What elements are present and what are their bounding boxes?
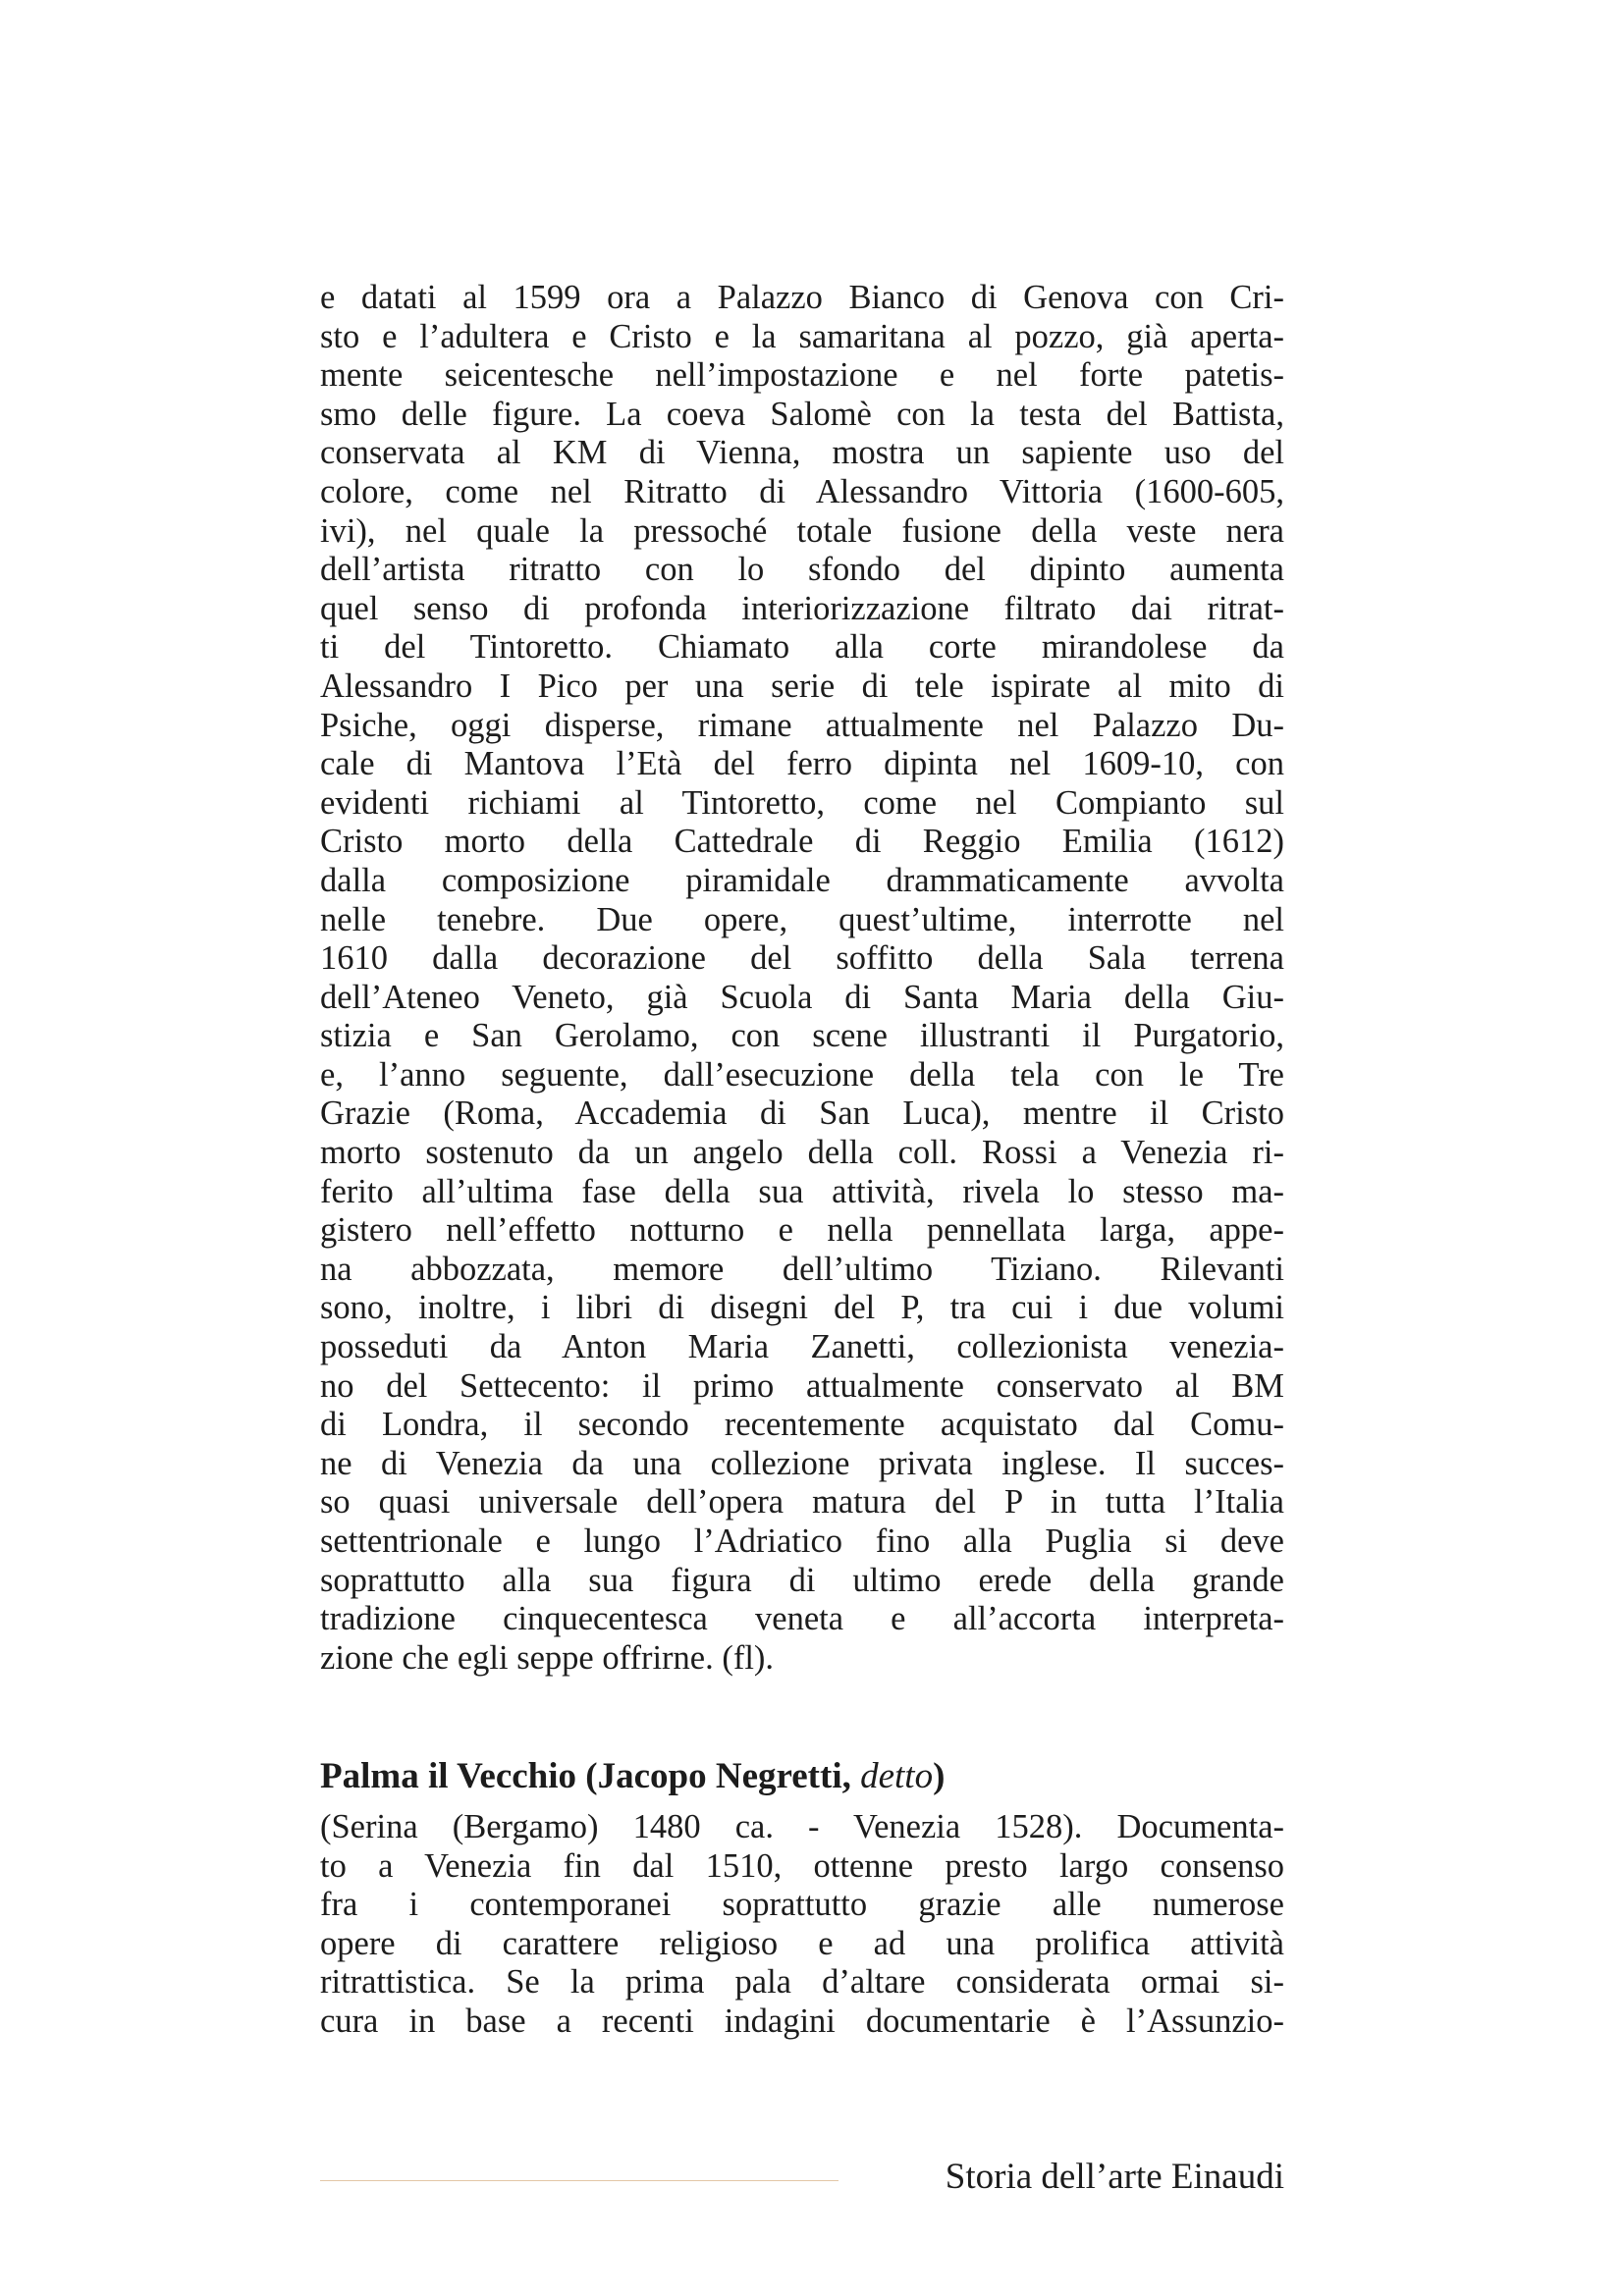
body-text — [320, 279, 1284, 1678]
text-line: e datati al 1599 ora a Palazzo Bianco di Genova con Cri- — [320, 279, 1284, 316]
text-line: sono, inoltre, i libri di disegni del P, tra cui i due volumi — [320, 1289, 1284, 1327]
text-line: morto sostenuto da un angelo della coll. Rossi a Venezia ri- — [320, 1134, 1284, 1172]
text-line: dell’artista ritratto con lo sfondo del dipinto aumenta — [320, 551, 1284, 589]
text-line: sto e l’adultera e Cristo e la samaritana al pozzo, già aperta- — [320, 317, 1284, 355]
text-line: no del Settecento: il primo attualmente conservato al BM — [320, 1366, 1284, 1405]
text-line: smo delle figure. La coeva Salomè con la testa del Battista, — [320, 395, 1284, 433]
text-line: ritrattistica. Se la prima pala d’altare considerata ormai si- — [320, 1963, 1284, 2002]
text-line: cale di Mantova l’Età del ferro dipinta nel 1609-10, con — [320, 745, 1284, 783]
text-line: tradizione cinquecentesca veneta e all’accorta interpreta- — [320, 1600, 1284, 1638]
entry-heading — [320, 1755, 1284, 1798]
text-line: dalla composizione piramidale drammaticamente avvolta — [320, 861, 1284, 899]
text-line: evidenti richiami al Tintoretto, come nel Compianto sul — [320, 783, 1284, 822]
entry-heading-close: ) — [933, 1756, 946, 1796]
text-line: fra i contemporanei soprattutto grazie alle numerose — [320, 1886, 1284, 1924]
text-line: ti del Tintoretto. Chiamato alla corte mirandolese da — [320, 628, 1284, 667]
text-line: settentrionale e lungo l’Adriatico fino alla Puglia si deve — [320, 1522, 1284, 1560]
text-line: soprattutto alla sua figura di ultimo erede della grande — [320, 1561, 1284, 1599]
text-line: stizia e San Gerolamo, con scene illustranti il Purgatorio, — [320, 1017, 1284, 1055]
text-line: conservata al KM di Vienna, mostra un sapiente uso del — [320, 434, 1284, 472]
text-line: Psiche, oggi disperse, rimane attualmente nel Palazzo Du- — [320, 706, 1284, 744]
text-line: ferito all’ultima fase della sua attività, rivela lo stesso ma- — [320, 1172, 1284, 1210]
text-line: cura in base a recenti indagini documentarie è l’Assunzio- — [320, 2002, 1284, 2040]
text-line: mente seicentesche nell’impostazione e nel forte patetis- — [320, 356, 1284, 395]
footer-title: Storia dell’arte Einaudi — [945, 2157, 1284, 2197]
entry-heading-main: Palma il Vecchio (Jacopo Negretti, — [320, 1756, 861, 1796]
text-line: e, l’anno seguente, dall’esecuzione della tela con le Tre — [320, 1055, 1284, 1094]
text-line: dell’Ateneo Veneto, già Scuola di Santa Maria della Giu- — [320, 978, 1284, 1016]
text-line: zione che egli seppe offrirne. (fl). — [320, 1638, 775, 1677]
text-line: quel senso di profonda interiorizzazione filtrato dai ritrat- — [320, 589, 1284, 627]
entry-text — [320, 1808, 1284, 2042]
text-line: so quasi universale dell’opera matura del P in tutta l’Italia — [320, 1483, 1284, 1522]
text-line: (Serina (Bergamo) 1480 ca. - Venezia 1528). Documenta- — [320, 1808, 1284, 1845]
entry-heading-italic: detto — [860, 1756, 934, 1796]
text-line: Grazie (Roma, Accademia di San Luca), mentre il Cristo — [320, 1095, 1284, 1133]
text-line: ne di Venezia da una collezione privata inglese. Il succes- — [320, 1444, 1284, 1482]
footer-rule — [320, 2180, 839, 2181]
text-line: ivi), nel quale la pressoché totale fusione della veste nera — [320, 511, 1284, 550]
text-line: 1610 dalla decorazione del soffitto della Sala terrena — [320, 939, 1284, 978]
text-line: na abbozzata, memore dell’ultimo Tiziano. Rilevanti — [320, 1250, 1284, 1288]
text-line: Cristo morto della Cattedrale di Reggio Emilia (1612) — [320, 823, 1284, 861]
text-line: gistero nell’effetto notturno e nella pennellata larga, appe- — [320, 1211, 1284, 1250]
text-line: to a Venezia fin dal 1510, ottenne presto largo consenso — [320, 1846, 1284, 1885]
text-line: colore, come nel Ritratto di Alessandro Vittoria (1600-605, — [320, 472, 1284, 510]
text-line: nelle tenebre. Due opere, quest’ultime, interrotte nel — [320, 900, 1284, 938]
text-line: opere di carattere religioso e ad una prolifica attività — [320, 1924, 1284, 1962]
text-line: posseduti da Anton Maria Zanetti, collezionista venezia- — [320, 1328, 1284, 1366]
text-line: Alessandro I Pico per una serie di tele ispirate al mito di — [320, 667, 1284, 705]
text-line: di Londra, il secondo recentemente acquistato dal Comu- — [320, 1406, 1284, 1444]
